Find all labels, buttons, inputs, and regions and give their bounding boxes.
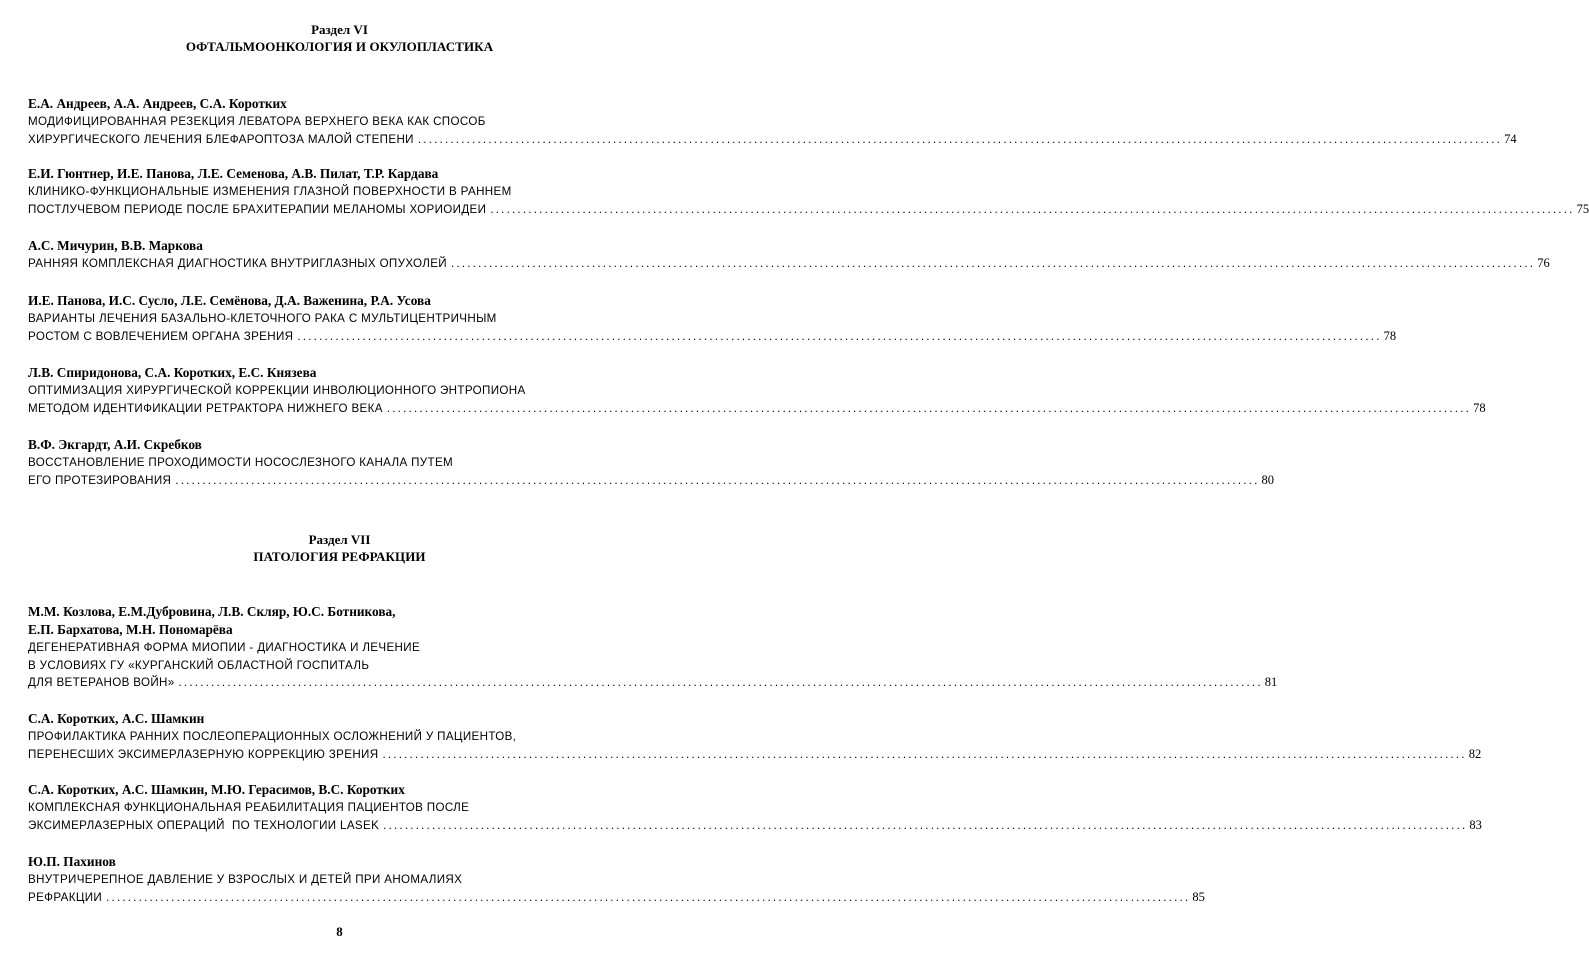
entry-title-line: ДЕГЕНЕРАТИВНАЯ ФОРМА МИОПИИ - ДИАГНОСТИКА И ЛЕЧЕНИЕ: [28, 641, 421, 654]
toc-entry: [28, 781, 1482, 834]
section-label: Раздел VII: [308, 532, 371, 547]
entry-title-last-line: [28, 746, 1482, 764]
entry-authors: И.Е. Панова, И.С. Сусло, Л.Е. Семёнова, Д.А. Важенина, Р.А. Усова: [28, 293, 431, 308]
entry-title-line: МОДИФИЦИРОВАННАЯ РЕЗЕКЦИЯ ЛЕВАТОРА ВЕРХНЕГО ВЕКА КАК СПОСОБ: [28, 115, 486, 128]
entry-title-line: ПОСТЛУЧЕВОМ ПЕРИОДЕ ПОСЛЕ БРАХИТЕРАПИИ МЕЛАНОМЫ ХОРИОИДЕИ: [28, 202, 487, 216]
entry-authors: М.М. Козлова, Е.М.Дубровина, Л.В. Скляр, Ю.С. Ботникова,: [28, 604, 396, 619]
entry-title-line: РОСТОМ С ВОВЛЕЧЕНИЕМ ОРГАНА ЗРЕНИЯ: [28, 329, 294, 343]
toc-entry: [28, 165, 1589, 218]
entry-page: 82: [1468, 746, 1482, 761]
section-title: ПАТОЛОГИЯ РЕФРАКЦИИ: [253, 549, 426, 564]
entry-title-line: В УСЛОВИЯХ ГУ «КУРГАНСКИЙ ОБЛАСТНОЙ ГОСПИТАЛЬ: [28, 658, 370, 672]
entry-authors: Л.В. Спиридонова, С.А. Коротких, Е.С. Князева: [28, 365, 317, 380]
toc-entry: [28, 710, 1482, 763]
entry-title-line: МЕТОДОМ ИДЕНТИФИКАЦИИ РЕТРАКТОРА НИЖНЕГО ВЕКА: [28, 401, 383, 415]
entry-title-line: ДЛЯ ВЕТЕРАНОВ ВОЙН»: [28, 676, 175, 689]
entry-title-line: ВАРИАНТЫ ЛЕЧЕНИЯ БАЗАЛЬНО-КЛЕТОЧНОГО РАКА С МУЛЬТИЦЕНТРИЧНЫМ: [28, 312, 497, 325]
dot-leader: ........................................................................................................................................................................................................: [382, 747, 1467, 761]
entry-authors: Е.И. Гюнтнер, И.Е. Панова, Л.Е. Семенова, А.В. Пилат, Т.Р. Кардава: [28, 166, 439, 181]
entry-title-line: КОМПЛЕКСНАЯ ФУНКЦИОНАЛЬНАЯ РЕАБИЛИТАЦИЯ ПАЦИЕНТОВ ПОСЛЕ: [28, 801, 470, 814]
entry-title-line: ХИРУРГИЧЕСКОГО ЛЕЧЕНИЯ БЛЕФАРОПТОЗА МАЛОЙ СТЕПЕНИ: [28, 132, 414, 146]
entry-title-line: ПРОФИЛАКТИКА РАННИХ ПОСЛЕОПЕРАЦИОННЫХ ОСЛОЖНЕНИЙ У ПАЦИЕНТОВ,: [28, 730, 517, 743]
entry-title-line: РЕФРАКЦИИ: [28, 890, 103, 904]
entry-authors: С.А. Коротких, А.С. Шамкин, М.Ю. Герасимов, В.С. Коротких: [28, 782, 405, 797]
entry-title-line: ВНУТРИЧЕРЕПНОЕ ДАВЛЕНИЕ У ВЗРОСЛЫХ И ДЕТЕЙ ПРИ АНОМАЛИЯХ: [28, 873, 463, 886]
entry-authors: А.С. Мичурин, В.В. Маркова: [28, 238, 203, 253]
entry-page: 75: [1576, 201, 1589, 216]
section-label: Раздел VI: [311, 22, 368, 37]
dot-leader: ........................................................................................................................................................................................................: [451, 257, 1536, 270]
toc-entry: [28, 436, 1275, 489]
dot-leader: ........................................................................................................................................................................................................: [386, 401, 1472, 415]
entry-title-line: РАННЯЯ КОМПЛЕКСНАЯ ДИАГНОСТИКА ВНУТРИГЛАЗНЫХ ОПУХОЛЕЙ: [28, 257, 447, 270]
entry-title-last-line: [28, 131, 1517, 149]
entry-title-last-line: [28, 328, 1397, 346]
entry-title-line: ОПТИМИЗАЦИЯ ХИРУРГИЧЕСКОЙ КОРРЕКЦИИ ИНВОЛЮЦИОННОГО ЭНТРОПИОНА: [28, 384, 526, 397]
entry-title-last-line: [28, 817, 1482, 835]
dot-leader: ........................................................................................................................................................................................................: [297, 329, 1382, 343]
entry-authors: С.А. Коротких, А.С. Шамкин: [28, 711, 205, 726]
entry-title-last-line: [28, 889, 1205, 907]
entry-page: 81: [1264, 675, 1278, 689]
entry-title-last-line: [28, 472, 1275, 490]
dot-leader: ........................................................................................................................................................................................................: [417, 132, 1503, 146]
section-7-heading: [0, 531, 679, 565]
dot-leader: ........................................................................................................................................................................................................: [383, 818, 1468, 832]
entry-title-last-line: [28, 201, 1589, 219]
entry-page: 78: [1473, 400, 1486, 415]
entry-page: 85: [1192, 889, 1205, 904]
entry-title-line: ПЕРЕНЕСШИХ ЭКСИМЕРЛАЗЕРНУЮ КОРРЕКЦИЮ ЗРЕНИЯ: [28, 747, 379, 761]
section-6-heading: [0, 21, 679, 55]
section-title: ОФТАЛЬМООНКОЛОГИЯ И ОКУЛОПЛАСТИКА: [185, 39, 494, 54]
dot-leader: ........................................................................................................................................................................................................: [490, 202, 1575, 216]
entry-authors: Ю.П. Пахинов: [28, 854, 116, 869]
entry-title-line: ЕГО ПРОТЕЗИРОВАНИЯ: [28, 473, 172, 487]
entry-title-last-line: [28, 255, 1550, 273]
entry-title-line: ЭКСИМЕРЛАЗЕРНЫХ ОПЕРАЦИЙ ПО ТЕХНОЛОГИИ LASEK: [28, 818, 380, 832]
page-number: 8: [336, 924, 343, 939]
entry-page: 74: [1504, 131, 1517, 146]
dot-leader: ........................................................................................................................................................................................................: [106, 890, 1191, 904]
entry-page: 78: [1383, 328, 1397, 343]
entry-authors: В.Ф. Экгардт, А.И. Скребков: [28, 437, 202, 452]
entry-page: 83: [1469, 817, 1482, 832]
toc-entry: [28, 853, 1205, 906]
toc-entry: [28, 364, 1486, 417]
entry-title-line: КЛИНИКО-ФУНКЦИОНАЛЬНЫЕ ИЗМЕНЕНИЯ ГЛАЗНОЙ ПОВЕРХНОСТИ В РАННЕМ: [28, 185, 512, 198]
entry-title-line: ВОССТАНОВЛЕНИЕ ПРОХОДИМОСТИ НОСОСЛЕЗНОГО КАНАЛА ПУТЕМ: [28, 456, 454, 469]
entry-authors: Е.А. Андреев, А.А. Андреев, С.А. Коротких: [28, 96, 287, 111]
entry-authors: Е.П. Бархатова, М.Н. Пономарёва: [28, 622, 233, 637]
entry-title-last-line: [28, 400, 1486, 418]
toc-entry: [28, 95, 1517, 148]
toc-entry: [28, 603, 1278, 692]
toc-entry: [28, 237, 1550, 273]
entry-page: 80: [1261, 472, 1275, 487]
entry-title-last-line: [28, 674, 1278, 692]
dot-leader: ........................................................................................................................................................................................................: [175, 473, 1260, 487]
toc-entry: [28, 292, 1397, 345]
entry-page: 76: [1537, 256, 1550, 270]
dot-leader: ........................................................................................................................................................................................................: [178, 676, 1263, 689]
